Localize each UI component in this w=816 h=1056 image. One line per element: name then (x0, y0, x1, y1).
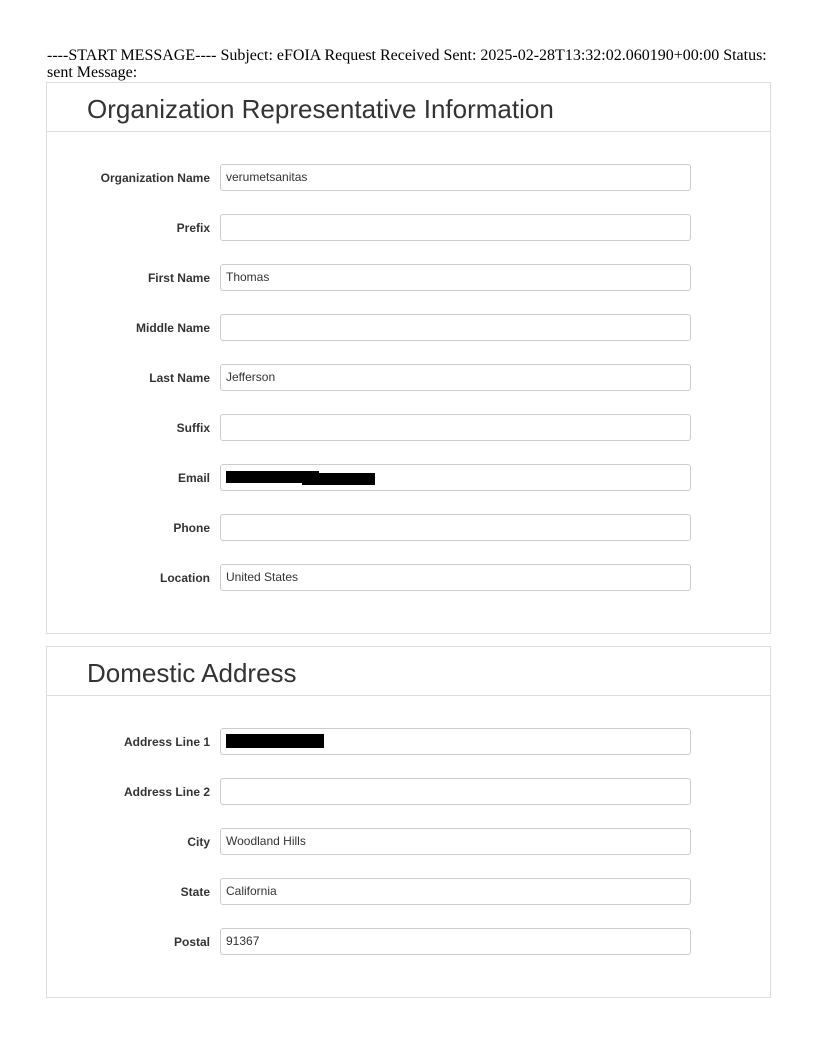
organization-name-field[interactable]: verumetsanitas (220, 164, 691, 191)
message-header: ----START MESSAGE---- Subject: eFOIA Request Received Sent: 2025-02-28T13:32:02.060190+00:00 Status: sent Message: (47, 47, 767, 81)
state-label: State (180, 885, 210, 899)
address-redaction (226, 734, 324, 748)
email-field[interactable] (220, 464, 691, 491)
last-name-label: Last Name (149, 371, 210, 385)
middle-name-label: Middle Name (135, 321, 210, 335)
prefix-field[interactable] (220, 214, 691, 241)
address-line-1-label: Address Line 1 (123, 735, 210, 749)
panel-heading (47, 647, 770, 696)
state-row (47, 878, 770, 905)
phone-label: Phone (173, 521, 210, 535)
state-field[interactable]: California (220, 878, 691, 905)
postal-label: Postal (173, 935, 210, 949)
first-name-row (47, 264, 770, 291)
city-row (47, 828, 770, 855)
prefix-label: Prefix (176, 221, 210, 235)
last-name-field[interactable]: Jefferson (220, 364, 691, 391)
organization-representative-panel (46, 82, 771, 634)
phone-row (47, 514, 770, 541)
email-row (47, 464, 770, 491)
postal-field[interactable]: 91367 (220, 928, 691, 955)
first-name-label: First Name (147, 271, 210, 285)
domestic-address-panel (46, 646, 771, 998)
location-label: Location (160, 571, 210, 585)
form-body (47, 696, 770, 955)
address-line-1-field[interactable] (220, 728, 691, 755)
middle-name-field[interactable] (220, 314, 691, 341)
location-row (47, 564, 770, 591)
suffix-label: Suffix (176, 421, 210, 435)
organization-name-row (47, 164, 770, 191)
address-line-2-field[interactable] (220, 778, 691, 805)
email-redaction (302, 473, 375, 485)
organization-name-label: Organization Name (100, 171, 210, 185)
panel-heading (47, 83, 770, 132)
location-field[interactable]: United States (220, 564, 691, 591)
city-label: City (187, 835, 210, 849)
suffix-field[interactable] (220, 414, 691, 441)
address-line-2-label: Address Line 2 (123, 785, 210, 799)
email-label: Email (177, 471, 210, 485)
address-line-2-row (47, 778, 770, 805)
postal-row (47, 928, 770, 955)
middle-name-row (47, 314, 770, 341)
first-name-field[interactable]: Thomas (220, 264, 691, 291)
address-line-1-row (47, 728, 770, 755)
city-field[interactable]: Woodland Hills (220, 828, 691, 855)
panel-title: Domestic Address (87, 658, 297, 688)
last-name-row (47, 364, 770, 391)
suffix-row (47, 414, 770, 441)
panel-title: Organization Representative Information (87, 94, 554, 124)
phone-field[interactable] (220, 514, 691, 541)
form-body (47, 132, 770, 591)
prefix-row (47, 214, 770, 241)
